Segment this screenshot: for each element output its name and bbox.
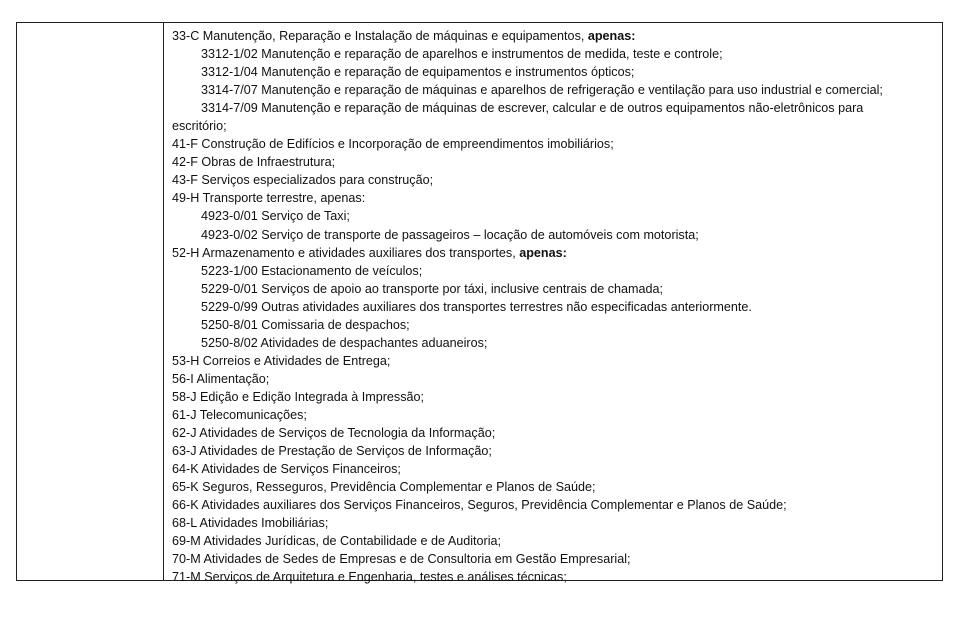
activity-emphasis: apenas: bbox=[587, 29, 636, 43]
table-left-column bbox=[17, 23, 164, 580]
activity-line bbox=[172, 406, 934, 424]
activity-line bbox=[172, 532, 934, 550]
activity-text: 5223-1/00 Estacionamento de veículos; bbox=[201, 263, 423, 278]
activity-text: 43-F Serviços especializados para construção; bbox=[172, 173, 434, 188]
activity-line bbox=[172, 460, 934, 478]
activity-text: 3312-1/04 Manutenção e reparação de equipamentos e instrumentos ópticos; bbox=[201, 65, 635, 80]
activity-text: 65-K Seguros, Resseguros, Previdência Complementar e Planos de Saúde; bbox=[172, 480, 596, 495]
activity-line bbox=[172, 226, 934, 244]
activity-list bbox=[172, 27, 934, 586]
activity-text: 63-J Atividades de Prestação de Serviços de Informação; bbox=[172, 444, 492, 459]
activity-line bbox=[172, 117, 934, 135]
activity-text: 61-J Telecomunicações; bbox=[172, 407, 307, 422]
activity-line bbox=[172, 171, 934, 189]
activity-line bbox=[172, 153, 934, 171]
activity-line bbox=[172, 352, 934, 370]
activity-text: 42-F Obras de Infraestrutura; bbox=[172, 155, 336, 170]
activity-line bbox=[172, 81, 934, 99]
document-table bbox=[16, 22, 943, 585]
activity-line bbox=[172, 478, 934, 496]
activity-text: escritório; bbox=[172, 119, 227, 134]
activity-line bbox=[172, 63, 934, 81]
activity-text: 5229-0/01 Serviços de apoio ao transporte por táxi, inclusive centrais de chamada; bbox=[201, 281, 664, 296]
activity-line bbox=[172, 280, 934, 298]
activity-line bbox=[172, 388, 934, 406]
activity-line bbox=[172, 424, 934, 442]
activity-emphasis: apenas: bbox=[519, 245, 567, 260]
activity-text: 52-H Armazenamento e atividades auxiliares dos transportes, bbox=[172, 245, 520, 260]
activity-text: 71-M Serviços de Arquitetura e Engenharia, testes e análises técnicas; bbox=[172, 570, 567, 585]
activity-line bbox=[172, 45, 934, 63]
activity-text: 41-F Construção de Edifícios e Incorporação de empreendimentos imobiliários; bbox=[172, 137, 614, 152]
activity-line bbox=[172, 514, 934, 532]
activity-line bbox=[172, 316, 934, 334]
activity-text: 49-H Transporte terrestre, apenas: bbox=[172, 191, 366, 206]
activity-line bbox=[172, 298, 934, 316]
activity-text: 56-I Alimentação; bbox=[172, 371, 270, 386]
activity-line bbox=[172, 207, 934, 225]
activity-text: 58-J Edição e Edição Integrada à Impressão; bbox=[172, 389, 425, 404]
activity-line bbox=[172, 99, 934, 117]
activity-line bbox=[172, 27, 934, 45]
activity-text: 66-K Atividades auxiliares dos Serviços Financeiros, Seguros, Previdência Complementar e Planos de Saúde; bbox=[172, 498, 787, 513]
activity-line bbox=[172, 496, 934, 514]
activity-text: 3314-7/07 Manutenção e reparação de máquinas e aparelhos de refrigeração e ventilação para uso industrial e comercial; bbox=[201, 83, 883, 98]
activity-line bbox=[172, 370, 934, 388]
activity-text: 4923-0/02 Serviço de transporte de passageiros – locação de automóveis com motorista; bbox=[201, 227, 699, 242]
activity-text: 5250-8/01 Comissaria de despachos; bbox=[201, 317, 410, 332]
activity-text: 4923-0/01 Serviço de Taxi; bbox=[201, 209, 350, 224]
activity-text: 3314-7/09 Manutenção e reparação de máquinas de escrever, calcular e de outros equipamentos não-eletrônicos para bbox=[201, 101, 864, 116]
activity-line bbox=[172, 262, 934, 280]
activity-line bbox=[172, 334, 934, 352]
activity-line bbox=[172, 135, 934, 153]
activity-text: 62-J Atividades de Serviços de Tecnologia da Informação; bbox=[172, 426, 496, 441]
activity-text: 33-C Manutenção, Reparação e Instalação de máquinas e equipamentos, bbox=[172, 29, 588, 43]
activity-line bbox=[172, 568, 934, 586]
activity-line bbox=[172, 550, 934, 568]
activity-line bbox=[172, 189, 934, 207]
activity-text: 69-M Atividades Jurídicas, de Contabilidade e de Auditoria; bbox=[172, 534, 502, 549]
activity-line bbox=[172, 244, 934, 262]
activity-text: 53-H Correios e Atividades de Entrega; bbox=[172, 353, 391, 368]
activity-text: 5250-8/02 Atividades de despachantes aduaneiros; bbox=[201, 335, 488, 350]
activity-text: 5229-0/99 Outras atividades auxiliares dos transportes terrestres não especificadas anteriormente. bbox=[201, 299, 752, 314]
activity-text: 64-K Atividades de Serviços Financeiros; bbox=[172, 462, 401, 477]
activity-text: 70-M Atividades de Sedes de Empresas e de Consultoria em Gestão Empresarial; bbox=[172, 552, 631, 567]
activity-text: 3312-1/02 Manutenção e reparação de aparelhos e instrumentos de medida, teste e controle; bbox=[201, 47, 723, 62]
activity-line bbox=[172, 442, 934, 460]
activity-text: 68-L Atividades Imobiliárias; bbox=[172, 516, 329, 531]
